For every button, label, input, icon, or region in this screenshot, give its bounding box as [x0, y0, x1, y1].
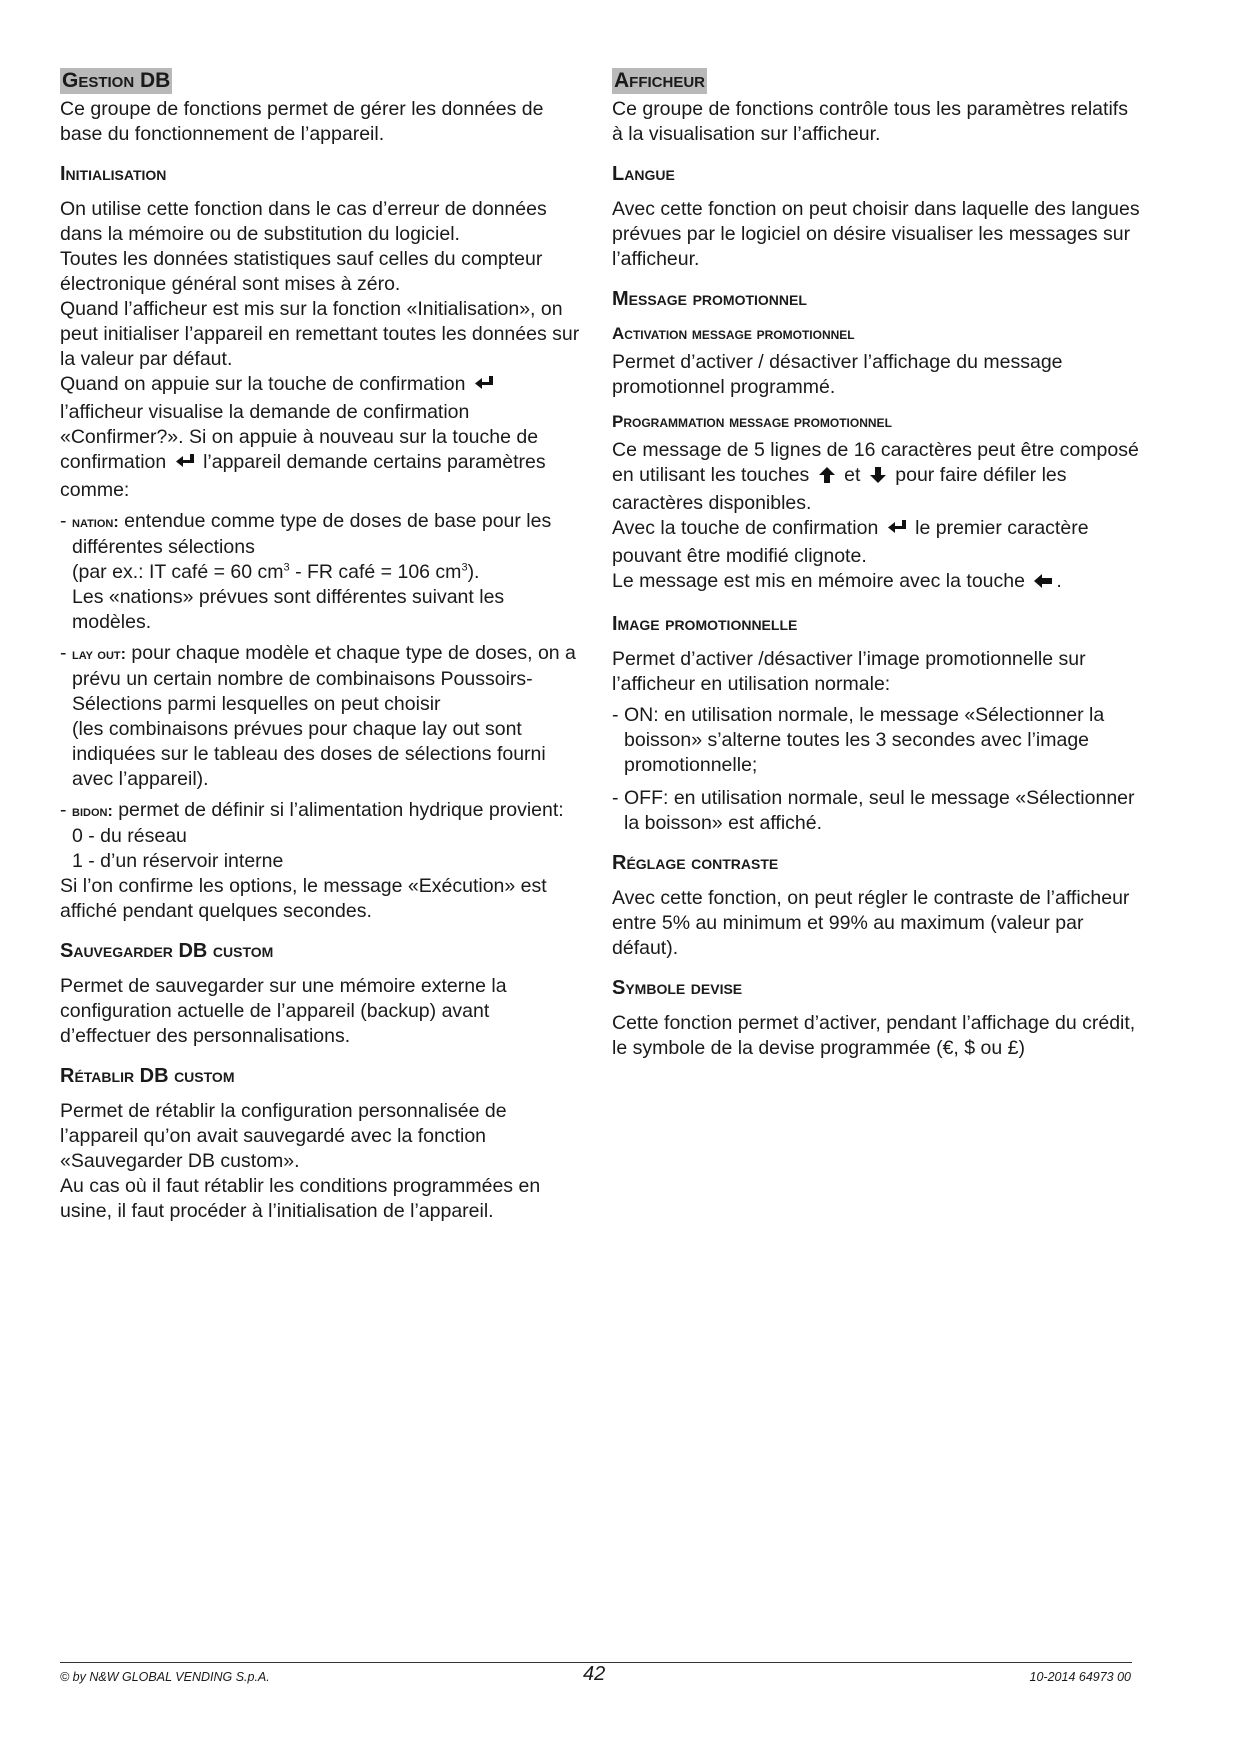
enter-key-icon: [474, 375, 494, 400]
list-item-layout: - lay out: pour chaque modèle et chaque type de doses, on a prévu un certain nombre de combinaisons Poussoirs-Sélections parmi lesquelles on peut choisir (les combinaisons prévues pour chaque lay out sont indiquées sur le tableau des doses de sélections fourni avec l’appareil).: [60, 641, 580, 792]
restore-paragraph-1: Permet de rétablir la configuration personnalisée de l’appareil qu’on avait sauvegardé avec la fonction «Sauvegarder DB custom».: [60, 1100, 507, 1172]
heading-programmation: Programmation message promotionnel: [612, 412, 892, 431]
heading-sauvegarder: Sauvegarder DB custom: [60, 940, 274, 962]
gestion-intro: Ce groupe de fonctions permet de gérer les données de base du fonctionnement de l’appareil.: [60, 98, 544, 145]
section-title-afficheur: Afficheur: [614, 69, 705, 92]
init-p4-part-c: l’appareil demande certains paramètres comme:: [60, 451, 546, 501]
afficheur-intro: Ce groupe de fonctions contrôle tous les paramètres relatifs à la visualisation sur l’afficheur.: [612, 98, 1128, 145]
langue-text: Avec cette fonction on peut choisir dans laquelle des langues prévues par le logiciel on désire visualiser les messages sur l’afficheur.: [612, 198, 1140, 270]
prog-paragraph-1: Ce message de 5 lignes de 16 caractères peut être composé en utilisant les touches et pour faire défiler les caractères disponibles.: [612, 439, 1139, 514]
bidon-option-1: 1 - d’un réservoir interne: [72, 850, 284, 872]
footer-copyright: © by N&W GLOBAL VENDING S.p.A.: [60, 1670, 270, 1684]
keyword-nation: nation:: [72, 514, 119, 531]
heading-symbole-devise: Symbole devise: [612, 977, 743, 999]
save-text: Permet de sauvegarder sur une mémoire externe la configuration actuelle de l’appareil (backup) avant d’effectuer des personnalisations.: [60, 975, 507, 1047]
restore-paragraph-2: Au cas où il faut rétablir les conditions programmées en usine, il faut procéder à l’initialisation de l’appareil.: [60, 1175, 541, 1222]
heading-langue: Langue: [612, 163, 675, 185]
heading-retablir: Rétablir DB custom: [60, 1065, 235, 1087]
prog-paragraph-2: Avec la touche de confirmation le premier caractère pouvant être modifié clignote.: [612, 517, 1089, 567]
image-on-text: ON: en utilisation normale, le message «Sélectionner la boisson» s’alterne toutes les 3 secondes avec l’image promotionnelle;: [624, 704, 1105, 776]
heading-reglage-contraste: Réglage contraste: [612, 852, 779, 874]
list-item-nation: - nation: entendue comme type de doses de base pour les différentes sélections (par ex.: IT café = 60 $cm^3$ - FR café = 106 $cm^3$). Les «nations» prévues sont différentes suivant les modèles.: [60, 509, 580, 635]
init-paragraph-1: On utilise cette fonction dans le cas d’erreur de données dans la mémoire ou de substitution du logiciel.: [60, 198, 547, 245]
nation-text: entendue comme type de doses de base pour les différentes sélections: [72, 510, 552, 558]
layout-text-2: (les combinaisons prévues pour chaque lay out sont indiquées sur le tableau des doses de sélections fourni avec l’appareil).: [72, 718, 546, 790]
section-title-gestion-db: Gestion DB: [62, 69, 171, 92]
heading-initialisation: Initialisation: [60, 163, 167, 185]
left-column: [60, 68, 580, 1224]
devise-text: Cette fonction permet d’activer, pendant l’affichage du crédit, le symbole de la devise programmée (€, $ ou £): [612, 1012, 1136, 1059]
enter-key-icon: [887, 519, 907, 544]
init-confirm-text: Si l’on confirme les options, le message «Exécution» est affiché pendant quelques secondes.: [60, 875, 547, 922]
list-item-off: - OFF: en utilisation normale, seul le message «Sélectionner la boisson» est affiché.: [612, 786, 1142, 836]
keyword-bidon: bidon:: [72, 803, 113, 820]
footer-doc-ref: 10-2014 64973 00: [1029, 1670, 1131, 1684]
init-paragraph-3: Quand l’afficheur est mis sur la fonction «Initialisation», on peut initialiser l’appareil en remettant toutes les données sur la valeur par défaut.: [60, 298, 580, 370]
bidon-option-0: 0 - du réseau: [72, 825, 187, 847]
init-p4-part-a: Quand on appuie sur la touche de confirmation: [60, 373, 466, 395]
init-paragraph-4: [60, 372, 580, 503]
heading-image-promotionnelle: Image promotionnelle: [612, 613, 798, 635]
list-item-bidon: - bidon: permet de définir si l’alimentation hydrique provient: 0 - du réseau 1 - d’un réservoir interne: [60, 798, 580, 874]
contraste-text: Avec cette fonction, on peut régler le contraste de l’afficheur entre 5% au minimum et 99% au maximum (valeur par défaut).: [612, 887, 1130, 959]
page-number: 42: [583, 1663, 606, 1685]
image-off-text: OFF: en utilisation normale, seul le message «Sélectionner la boisson» est affiché.: [624, 787, 1135, 834]
init-p4-part-b: l’afficheur visualise la demande de confirmation «Confirmer?». Si on appuie à nouveau sur la touche de confirmation: [60, 401, 539, 473]
init-paragraph-2: Toutes les données statistiques sauf celles du compteur électronique général sont mises à zéro.: [60, 248, 543, 295]
list-item-on: - ON: en utilisation normale, le message «Sélectionner la boisson» s’alterne toutes les 3 secondes avec l’image promotionnelle;: [612, 703, 1142, 778]
right-column: [612, 68, 1142, 1061]
nation-text-2: Les «nations» prévues sont différentes suivant les modèles.: [72, 586, 505, 633]
image-text: Permet d’activer /désactiver l’image promotionnelle sur l’afficheur en utilisation normale:: [612, 648, 1086, 695]
enter-key-icon: [175, 453, 195, 478]
activation-text: Permet d’activer / désactiver l’affichage du message promotionnel programmé.: [612, 351, 1063, 398]
layout-text: pour chaque modèle et chaque type de doses, on a prévu un certain nombre de combinaisons Poussoirs-Sélections parmi lesquelles on peut choisir: [72, 642, 576, 715]
nation-example: (par ex.: IT café = 60 $cm^3$ - FR café = 106 $cm^3$).: [72, 561, 480, 583]
arrow-left-icon: [1033, 572, 1053, 597]
heading-message-promotionnel: Message promotionnel: [612, 288, 807, 310]
heading-activation: Activation message promotionnel: [612, 324, 855, 343]
keyword-layout: lay out:: [72, 646, 126, 663]
arrow-up-icon: [818, 466, 836, 491]
arrow-down-icon: [869, 466, 887, 491]
bidon-text: permet de définir si l’alimentation hydrique provient:: [118, 799, 564, 821]
prog-paragraph-3: Le message est mis en mémoire avec la touche .: [612, 569, 1142, 597]
